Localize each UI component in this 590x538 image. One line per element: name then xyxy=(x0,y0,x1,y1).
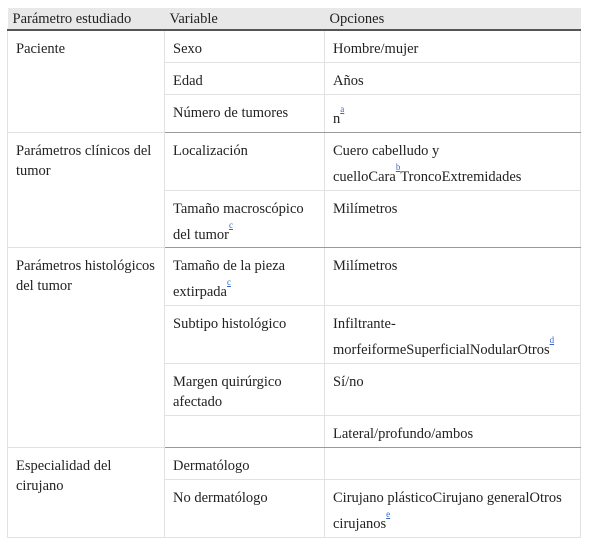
variable-cell: Dermatólogo xyxy=(165,448,325,480)
variable-cell: Subtipo histológico xyxy=(165,306,325,364)
options-cell xyxy=(325,132,581,190)
variable-text: Tamaño de la pieza extirpada xyxy=(173,258,286,301)
footnote-link[interactable]: e xyxy=(386,509,391,520)
footnote-link[interactable]: b xyxy=(395,161,401,172)
variable-cell: Sexo xyxy=(165,30,325,63)
options-text: Cuero cabelludo y cuelloCara xyxy=(333,142,440,185)
options-cell: Años xyxy=(325,63,581,95)
options-cell xyxy=(325,448,581,480)
options-cell xyxy=(325,306,581,364)
footnote-link[interactable]: c xyxy=(226,277,231,288)
options-cell: Lateral/profundo/ambos xyxy=(325,416,581,448)
variable-cell: Margen quirúrgico afectado xyxy=(165,364,325,416)
header-options: Opciones xyxy=(325,8,581,30)
footnote-link[interactable]: c xyxy=(228,219,233,230)
footnote-link[interactable]: a xyxy=(340,103,345,114)
table-container xyxy=(7,8,580,538)
options-cell: Hombre/mujer xyxy=(325,30,581,63)
variable-text: Tamaño macroscópico del tumor xyxy=(173,200,304,243)
table-row xyxy=(8,30,581,63)
group-label-specialty: Especialidad del cirujano xyxy=(8,448,165,538)
options-cell: Sí/no xyxy=(325,364,581,416)
header-variable: Variable xyxy=(165,8,325,30)
variable-cell xyxy=(165,416,325,448)
variable-cell: Edad xyxy=(165,63,325,95)
options-cell: Milímetros xyxy=(325,190,581,248)
options-text: n xyxy=(333,110,341,127)
table-row xyxy=(8,132,581,190)
variable-cell: Número de tumores xyxy=(165,95,325,133)
options-cell xyxy=(325,95,581,133)
variable-cell xyxy=(165,190,325,248)
group-label-clinical: Parámetros clínicos del tumor xyxy=(8,132,165,248)
table-row xyxy=(8,248,581,306)
footnote-link[interactable]: d xyxy=(549,335,555,346)
group-label-paciente: Paciente xyxy=(8,30,165,132)
study-parameters-table xyxy=(7,8,581,538)
options-text-after-note: TroncoExtremidades xyxy=(400,168,522,185)
variable-cell: No dermatólogo xyxy=(165,480,325,538)
options-cell xyxy=(325,480,581,538)
variable-cell: Localización xyxy=(165,132,325,190)
table-row xyxy=(8,448,581,480)
group-label-histological: Parámetros histológicos del tumor xyxy=(8,248,165,448)
header-row xyxy=(8,8,581,30)
variable-cell xyxy=(165,248,325,306)
options-text: Infiltrante-morfeiformeSuperficialNodularOtros xyxy=(333,316,550,359)
options-cell: Milímetros xyxy=(325,248,581,306)
options-text: Cirujano plásticoCirujano generalOtros cirujanos xyxy=(333,490,562,532)
header-parameter: Parámetro estudiado xyxy=(8,8,165,30)
